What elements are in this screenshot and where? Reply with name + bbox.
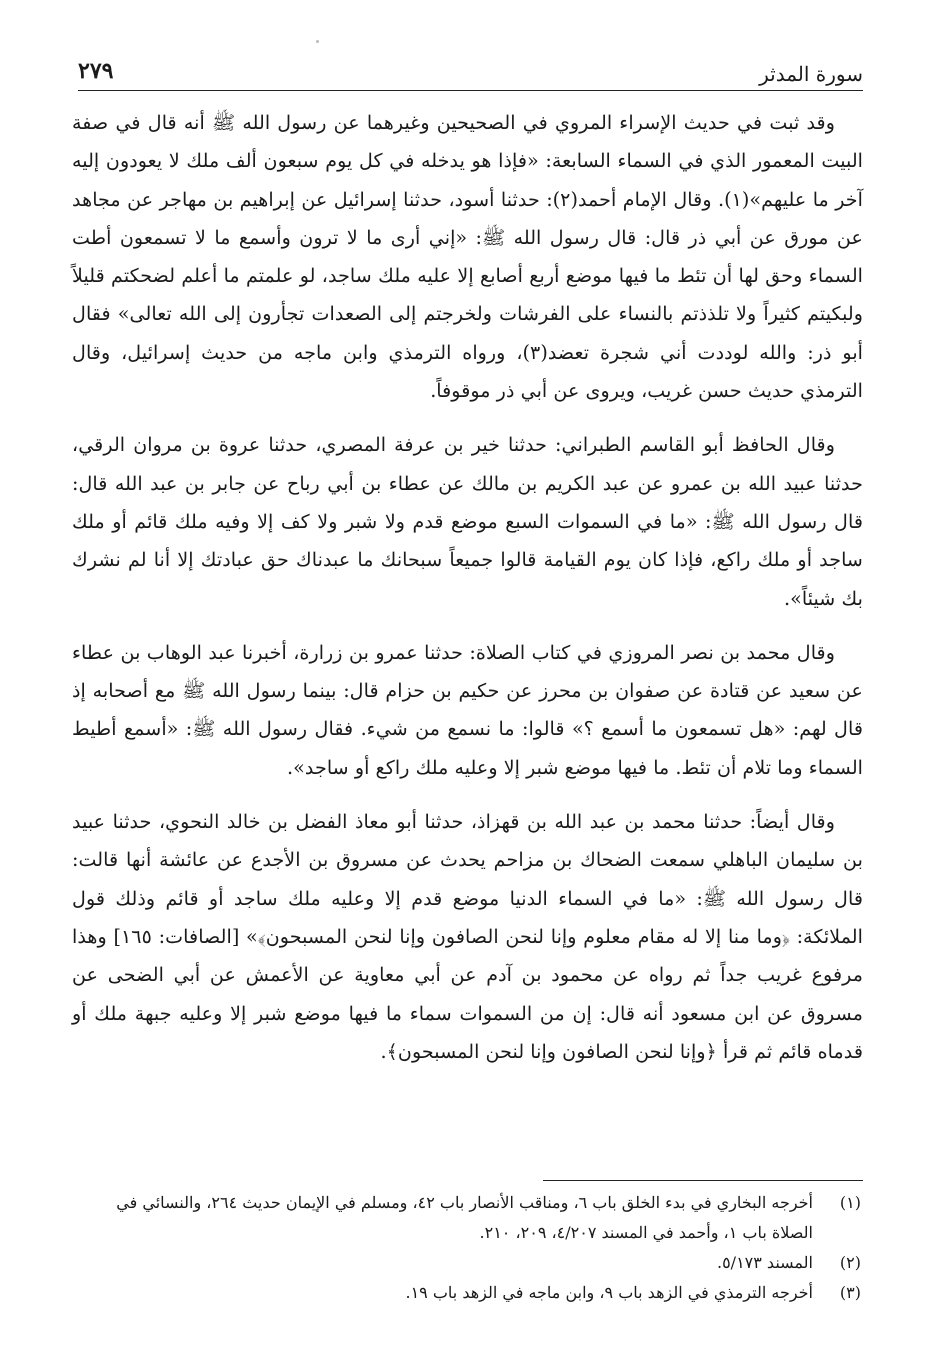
footnote-number: (١) [839, 1193, 861, 1212]
footnote-text: أخرجه البخاري في بدء الخلق باب ٦، ومناقب الأنصار باب ٤٢، ومسلم في الإيمان حديث ٢٦٤، والنسائي في الصلاة باب ١، وأحمد في المسند ٤/٢٠٧، ٢٠٩، ٢١٠. [116, 1193, 813, 1242]
footnote [72, 1248, 861, 1278]
footnote [72, 1188, 861, 1248]
footnotes [72, 1188, 861, 1308]
scan-speck [316, 40, 319, 43]
footnote [72, 1278, 861, 1308]
paragraph: وقال الحافظ أبو القاسم الطبراني: حدثنا خير بن عرفة المصري، حدثنا عروة بن مروان الرقي، حدثنا عبيد الله بن عمرو عن عبد الكريم بن مالك عن عطاء بن أبي رباح عن جابر بن عبد الله قال: قال رسول الله ﷺ: «ما في السموات السبع موضع قدم ولا شبر ولا كف إلا وفيه ملك قائم أو ملك ساجد أو ملك راكع، فإذا كان يوم القيامة قالوا جميعاً سبحانك ما عبدناك حق عبادتك إلا أنا لم نشرك بك شيئاً». [72, 433, 863, 610]
paragraph: وقد ثبت في حديث الإسراء المروي في الصحيحين وغيرهما عن رسول الله ﷺ أنه قال في صفة البيت المعمور الذي في السماء السابعة: «فإذا هو يدخله في كل يوم سبعون ألف ملك لا يعودون إليه آخر ما عليهم»(١). وقال الإمام أحمد(٢): حدثنا أسود، حدثنا إسرائيل عن إبراهيم بن مهاجر عن مجاهد عن مورق عن أبي ذر قال: قال رسول الله ﷺ: «إني أرى ما لا ترون وأسمع ما لا تسمعون أطت السماء وحق لها أن تئط ما فيها موضع أربع أصابع إلا عليه ملك ساجد، لو علمتم ما أعلم لضحكتم قليلاً ولبكيتم كثيراً ولا تلذذتم بالنساء على الفرشات ولخرجتم إلى الصعدات تجأرون إلى الله تعالى» فقال أبو ذر: والله لوددت أني شجرة تعضد(٣)، ورواه الترمذي وابن ماجه من حديث إسرائيل، وقال الترمذي حديث حسن غريب، ويروى عن أبي ذر موقوفاً. [72, 111, 864, 403]
footnote-text: المسند ٥/١٧٣. [716, 1253, 813, 1272]
running-header [78, 58, 863, 91]
footnote-number: (٢) [839, 1253, 861, 1272]
paragraph: وقال أيضاً: حدثنا محمد بن عبد الله بن قهزاذ، حدثنا أبو معاذ الفضل بن خالد النحوي، حدثنا عبيد بن سليمان الباهلي سمعت الضحاك بن مزاحم يحدث عن مسروق بن الأجدع عن عائشة أنها قالت: قال رسول الله ﷺ: «ما في السماء الدنيا موضع قدم إلا وعليه ملك ساجد أو قائم وذلك قول الملائكة: ﴿وما منا إلا له مقام معلوم وإنا لنحن الصافون وإنا لنحن المسبحون﴾» [الصافات: ١٦٥] وهذا مرفوع غريب جداً ثم رواه عن محمود بن آدم عن أبي معاوية عن الأعمش عن أبي الضحى عن مسروق عن ابن مسعود أنه قال: إن من السموات سماء ما فيها موضع شبر إلا وعليه جبهة ملك أو قدماه قائم ثم قرأ ﴿وإنا لنحن الصافون وإنا لنحن المسبحون﴾. [72, 810, 863, 1063]
main-text [72, 104, 863, 1071]
surah-title: سورة المدثر [759, 62, 863, 86]
footnote-number: (٣) [839, 1283, 861, 1302]
footnote-divider [543, 1180, 863, 1181]
footnote-text: أخرجه الترمذي في الزهد باب ٩، وابن ماجه في الزهد باب ١٩. [405, 1283, 813, 1302]
paragraph: وقال محمد بن نصر المروزي في كتاب الصلاة: حدثنا عمرو بن زرارة، أخبرنا عبد الوهاب بن عطاء عن سعيد عن قتادة عن صفوان بن محرز عن حكيم بن حزام قال: بينما رسول الله ﷺ مع أصحابه إذ قال لهم: «هل تسمعون ما أسمع ؟» قالوا: ما نسمع من شيء. فقال رسول الله ﷺ: «أسمع أطيط السماء وما تلام أن تئط. ما فيها موضع شبر إلا وعليه ملك راكع أو ساجد». [72, 640, 863, 779]
page-number: ٢٧٩ [78, 58, 114, 84]
